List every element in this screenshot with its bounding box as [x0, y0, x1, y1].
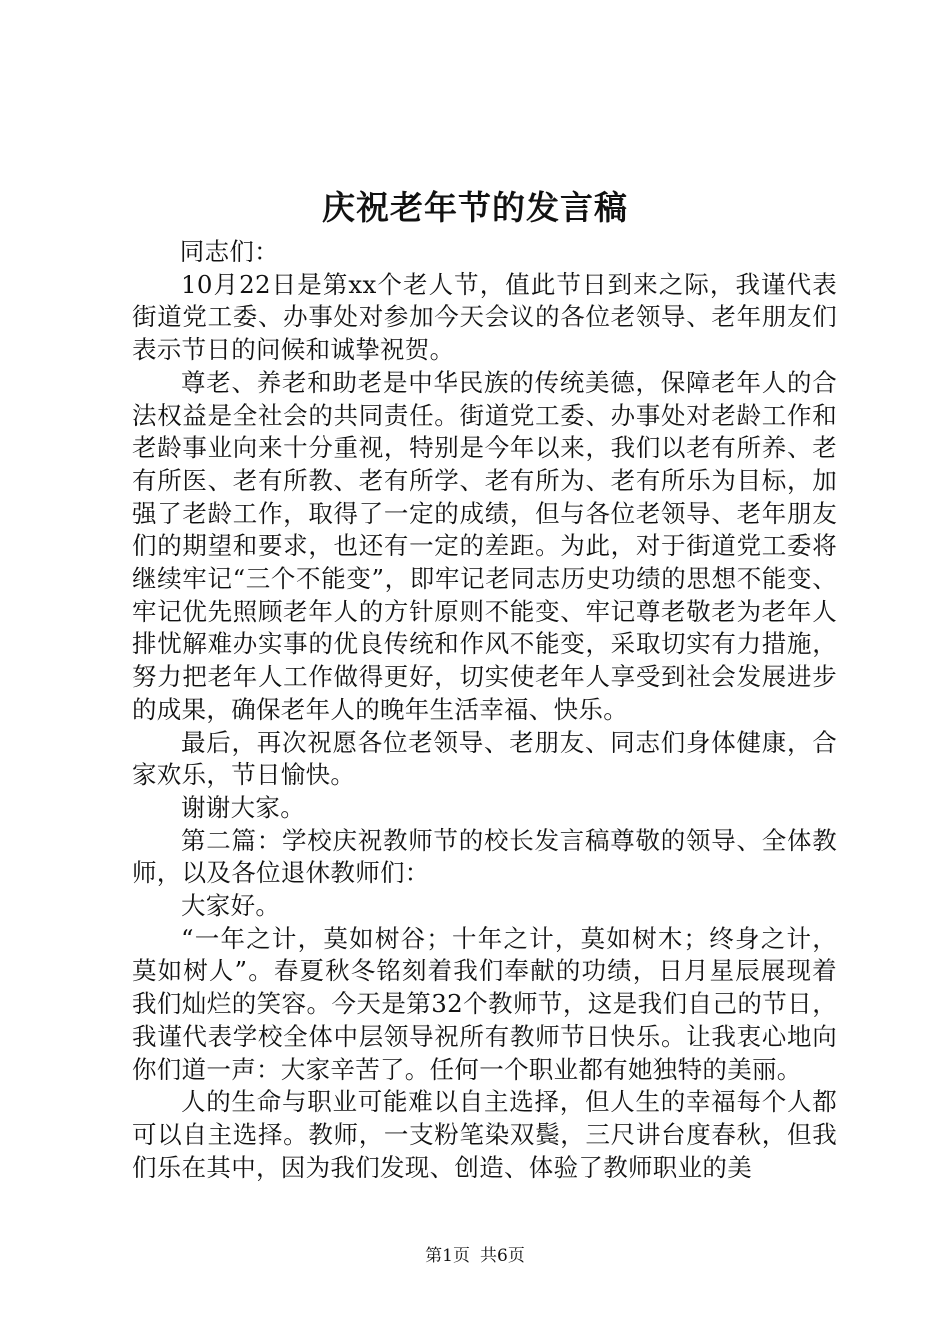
paragraph-salutation: 同志们：	[179, 237, 279, 266]
paragraph: 10月22日是第xx个老人节，值此节日到来之际，我谨代表街道党工委、办事处对参加今天会议的各位老领导、老年朋友们表示节日的问候和诚挚祝贺。	[132, 269, 837, 365]
paragraph: 大家好。	[181, 891, 281, 921]
page-footer	[0, 1244, 950, 1268]
paragraph: 最后，再次祝愿各位老领导、老朋友、同志们身体健康，合家欢乐，节日愉快。	[132, 727, 837, 790]
paragraph: 谢谢大家。	[181, 792, 305, 822]
page-number: 第1页	[425, 1246, 470, 1266]
document-title: 庆祝老年节的发言稿	[322, 188, 628, 227]
paragraph: 第二篇：学校庆祝教师节的校长发言稿尊敬的领导、全体教师，以及各位退休教师们：	[132, 825, 837, 888]
document-body	[132, 236, 837, 1184]
paragraph: “一年之计，莫如树谷；十年之计，莫如树木；终身之计，莫如树人”。春夏秋冬铭刻着我们奉献的功绩，日月星辰展现着我们灿烂的笑容。今天是第32个教师节，这是我们自己的节日，我谨代表学校全体中层领导祝所有教师节日快乐。让我衷心地向你们道一声：大家辛苦了。任何一个职业都有她独特的美丽。	[132, 923, 837, 1084]
paragraph: 尊老、养老和助老是中华民族的传统美德，保障老年人的合法权益是全社会的共同责任。街道党工委、办事处对老龄工作和老龄事业向来十分重视，特别是今年以来，我们以老有所养、老有所医、老有所教、老有所学、老有所为、老有所乐为目标，加强了老龄工作，取得了一定的成绩，但与各位老领导、老年朋友们的期望和要求，也还有一定的差距。为此，对于街道党工委将继续牢记“三个不能变”，即牢记老同志历史功绩的思想不能变、牢记优先照顾老年人的方针原则不能变、牢记尊老敬老为老年人排忧解难办实事的优良传统和作风不能变，采取切实有力措施，努力把老年人工作做得更好，切实使老年人享受到社会发展进步的成果，确保老年人的晚年生活幸福、快乐。	[132, 367, 837, 724]
page-total: 共6页	[480, 1246, 525, 1266]
paragraph: 人的生命与职业可能难以自主选择，但人生的幸福每个人都可以自主选择。教师，一支粉笔染双鬓，三尺讲台度春秋，但我们乐在其中，因为我们发现、创造、体验了教师职业的美	[132, 1087, 837, 1182]
